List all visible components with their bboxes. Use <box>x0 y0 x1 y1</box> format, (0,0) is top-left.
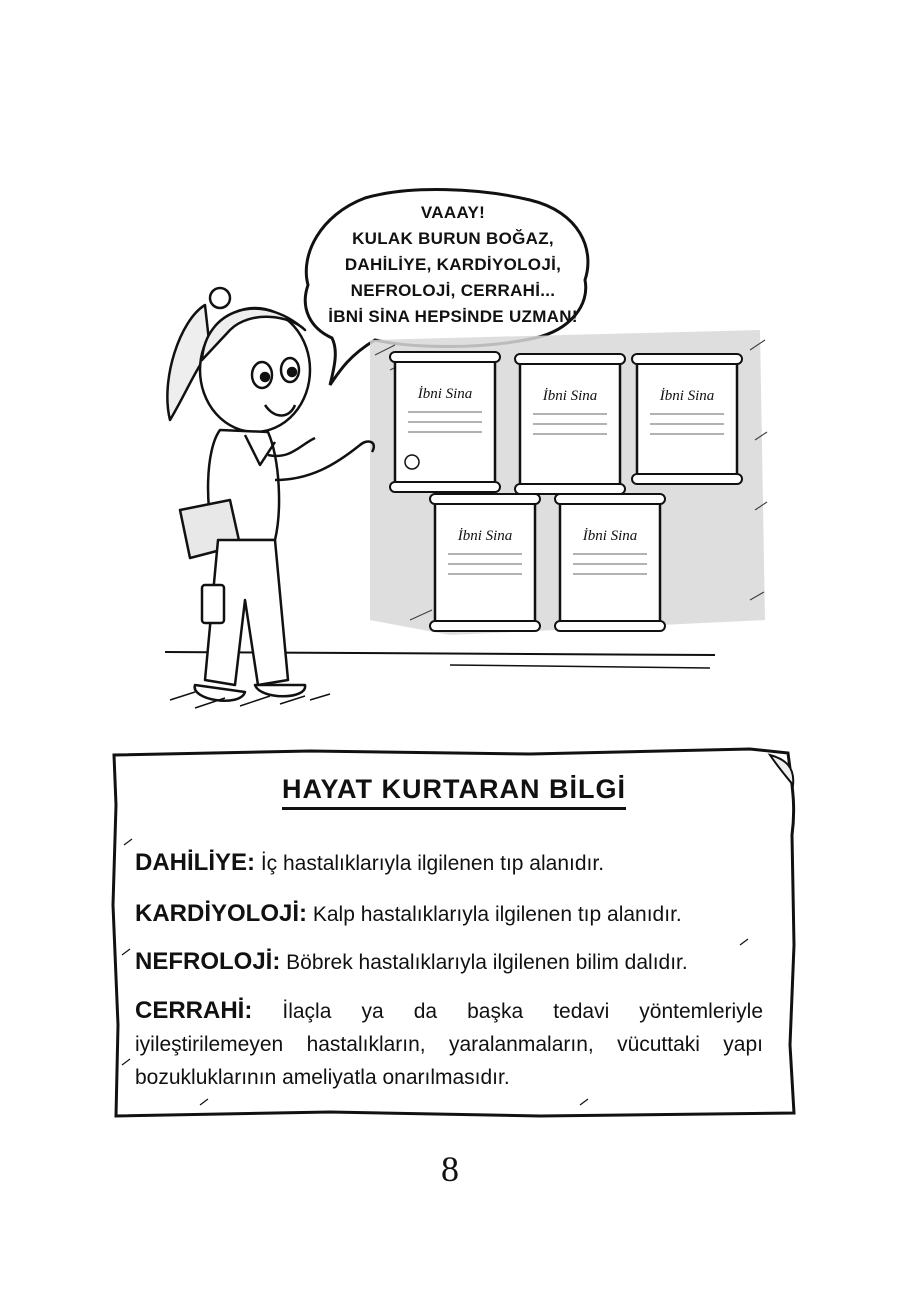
definition-cerrahi <box>135 994 763 1094</box>
certificate-label: İbni Sina <box>457 528 513 544</box>
certificate-label: İbni Sina <box>582 528 638 544</box>
certificate-label: İbni Sina <box>542 388 598 404</box>
certificate-1 <box>390 352 500 492</box>
definition-term: CERRAHİ: <box>135 997 253 1024</box>
speech-line: VAAAY! <box>420 203 486 222</box>
speech-line: KULAK BURUN BOĞAZ, <box>352 229 554 248</box>
definition-kardiyoloji <box>135 897 763 931</box>
definition-term: KARDİYOLOJİ: <box>135 900 308 927</box>
definition-nefroloji <box>135 945 763 979</box>
speech-line: NEFROLOJİ, CERRAHİ... <box>350 281 556 300</box>
certificate-label: İbni Sina <box>417 386 473 402</box>
certificate-3 <box>632 354 742 484</box>
definition-text: Böbrek hastalıklarıyla ilgilenen bilim dalıdır. <box>280 951 688 974</box>
certificate-label: İbni Sina <box>659 388 715 404</box>
speech-bubble-text <box>318 200 588 330</box>
definition-term: NEFROLOJİ: <box>135 948 281 975</box>
speech-line: İBNİ SİNA HEPSİNDE UZMAN! <box>328 307 578 326</box>
definition-term: DAHİLİYE: <box>135 849 255 876</box>
ground-hatching <box>170 692 330 708</box>
certificate-5 <box>555 494 665 631</box>
floor-line <box>165 652 715 655</box>
certificate-2 <box>515 354 625 494</box>
info-box-title <box>110 774 798 810</box>
definition-text: Kalp hastalıklarıyla ilgilenen tıp alanıdır. <box>307 903 682 926</box>
info-box-title-text: HAYAT KURTARAN BİLGİ <box>282 774 626 810</box>
definition-text: İlaçla ya da başka tedavi yöntemleriyle iyileştirilemeyen hastalıkların, yaralanmaların, vücuttaki yapı bozukluklarının ameliyatla onarılmasıdır. <box>135 1000 763 1089</box>
speech-line: DAHİLİYE, KARDİYOLOJİ, <box>344 255 562 274</box>
page-number: 8 <box>441 1149 459 1189</box>
certificate-4 <box>430 494 540 631</box>
definition-dahiliye <box>135 846 763 880</box>
definition-text: İç hastalıklarıyla ilgilenen tıp alanıdır. <box>255 852 605 875</box>
